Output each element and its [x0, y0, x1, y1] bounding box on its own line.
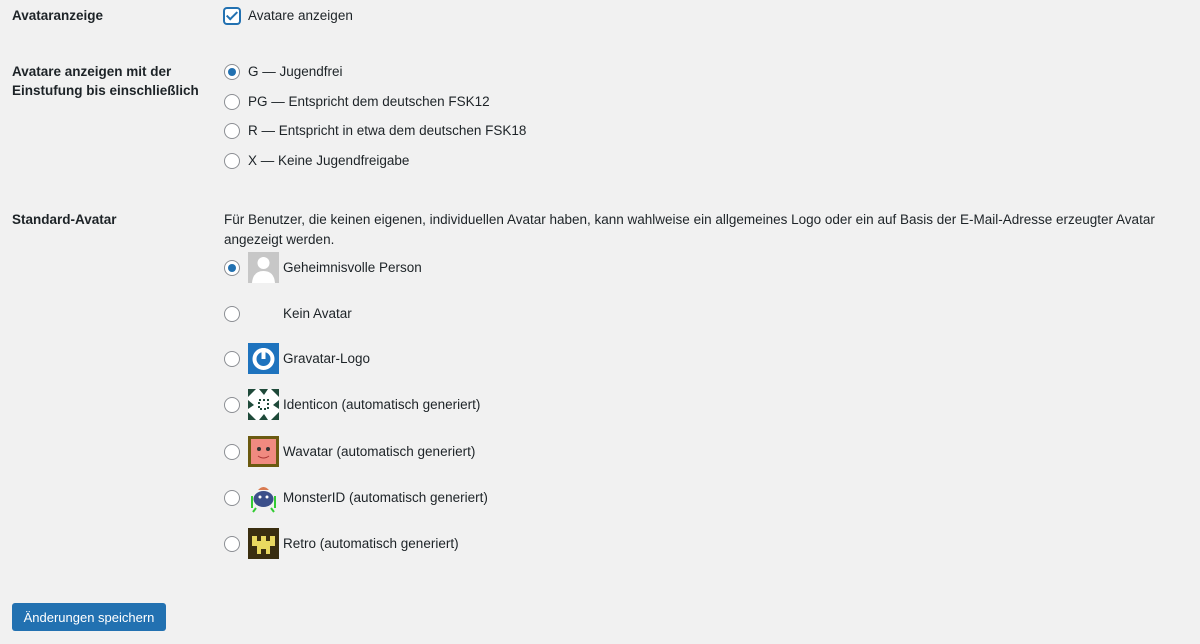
radio-icon[interactable]: [224, 94, 240, 110]
identicon-avatar-icon: [248, 389, 279, 420]
option-label: Geheimnisvolle Person: [283, 260, 422, 275]
rating-option-r[interactable]: [224, 121, 526, 140]
gravatar-logo-icon: [248, 343, 279, 374]
avatar-option-retro[interactable]: [224, 528, 459, 559]
checkbox-label: Avatare anzeigen: [248, 8, 353, 23]
avatar-display-label: Avataranzeige: [12, 8, 104, 23]
default-avatar-label: Standard-Avatar: [12, 212, 117, 227]
retro-avatar-icon: [248, 528, 279, 559]
option-label: MonsterID (automatisch generiert): [283, 490, 488, 505]
radio-icon[interactable]: [224, 260, 240, 276]
rating-label: Avatare anzeigen mit der Einstufung bis einschließlich: [12, 64, 199, 98]
avatar-option-monsterid[interactable]: [224, 482, 488, 513]
option-label: Wavatar (automatisch generiert): [283, 444, 476, 459]
avatar-option-wavatar[interactable]: [224, 436, 475, 467]
radio-icon[interactable]: [224, 444, 240, 460]
rating-option-pg[interactable]: [224, 92, 490, 111]
avatar-option-none[interactable]: [224, 298, 352, 329]
radio-icon[interactable]: [224, 306, 240, 322]
avatar-option-identicon[interactable]: [224, 389, 480, 420]
avatar-option-mystery[interactable]: [224, 252, 422, 283]
option-label: Kein Avatar: [283, 306, 352, 321]
mystery-person-avatar-icon: [248, 252, 279, 283]
default-avatar-description: Für Benutzer, die keinen eigenen, individuellen Avatar haben, kann wahlweise ein allgemeines Logo oder ein auf Basis der E-Mail-Adresse erzeugter Avatar angezeigt werden.: [224, 212, 1155, 247]
radio-icon[interactable]: [224, 64, 240, 80]
rating-option-x[interactable]: [224, 151, 409, 170]
rating-option-g[interactable]: [224, 62, 343, 81]
blank-avatar-icon: [248, 298, 279, 329]
option-label: Gravatar-Logo: [283, 351, 371, 366]
monsterid-avatar-icon: [248, 482, 279, 513]
show-avatars-checkbox[interactable]: [224, 6, 353, 25]
radio-icon[interactable]: [224, 351, 240, 367]
option-label: G — Jugendfrei: [248, 64, 343, 79]
wavatar-avatar-icon: [248, 436, 279, 467]
option-label: Retro (automatisch generiert): [283, 536, 459, 551]
radio-icon[interactable]: [224, 490, 240, 506]
radio-icon[interactable]: [224, 397, 240, 413]
option-label: Identicon (automatisch generiert): [283, 397, 481, 412]
option-label: X — Keine Jugendfreigabe: [248, 153, 410, 168]
avatar-option-gravatar[interactable]: [224, 343, 370, 374]
option-label: R — Entspricht in etwa dem deutschen FSK18: [248, 123, 527, 138]
save-changes-button[interactable]: Änderungen speichern: [12, 603, 166, 631]
checkbox-checked-icon[interactable]: [224, 8, 240, 24]
radio-icon[interactable]: [224, 153, 240, 169]
radio-icon[interactable]: [224, 123, 240, 139]
option-label: PG — Entspricht dem deutschen FSK12: [248, 94, 490, 109]
radio-icon[interactable]: [224, 536, 240, 552]
